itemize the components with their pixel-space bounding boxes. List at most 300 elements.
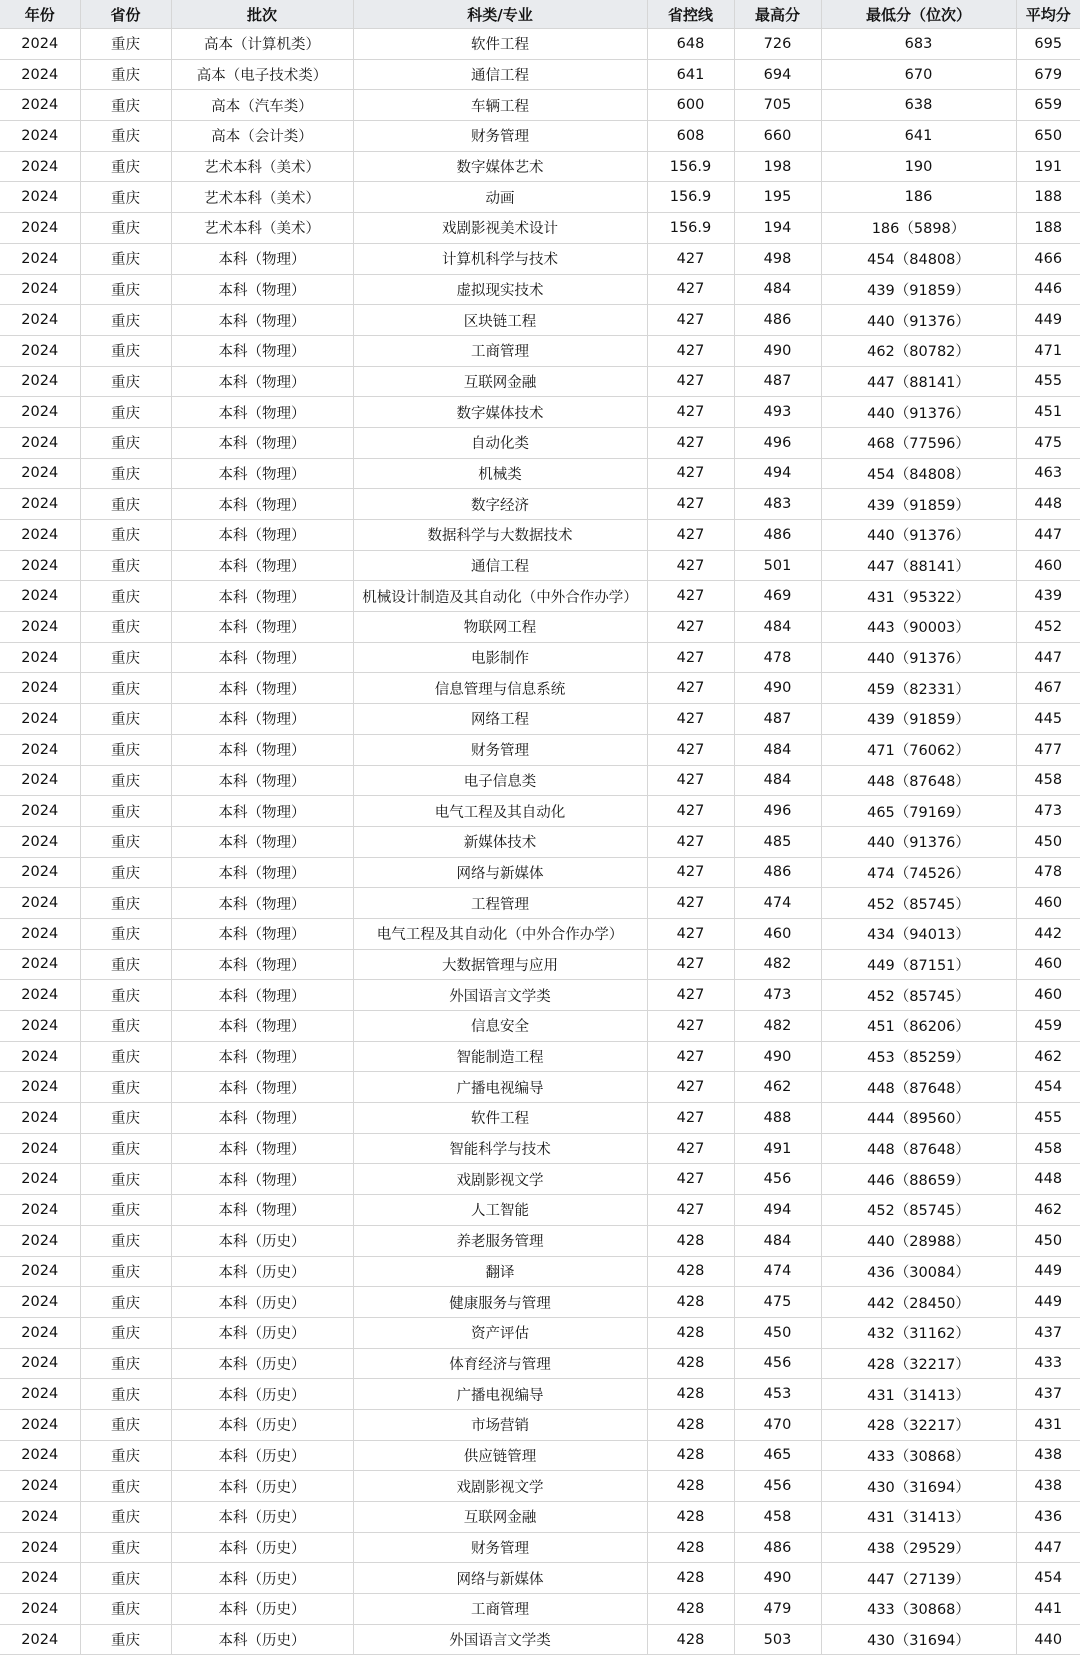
batch-cell: 本科（物理）: [171, 888, 353, 919]
major-cell: 计算机科学与技术: [353, 243, 647, 274]
table-row: [0, 1011, 1080, 1042]
avg-score-cell: 446: [1016, 274, 1080, 305]
batch-cell: 本科（物理）: [171, 274, 353, 305]
control-line-cell: 427: [647, 888, 734, 919]
batch-cell: 本科（物理）: [171, 1103, 353, 1134]
max-score-cell: 475: [734, 1287, 821, 1318]
table-row: [0, 918, 1080, 949]
control-line-cell: 427: [647, 335, 734, 366]
control-line-cell: 427: [647, 274, 734, 305]
province-cell: 重庆: [80, 243, 171, 274]
batch-cell: 高本（会计类）: [171, 121, 353, 152]
batch-cell: 本科（历史）: [171, 1502, 353, 1533]
year-cell: 2024: [0, 918, 80, 949]
avg-score-cell: 455: [1016, 366, 1080, 397]
avg-score-cell: 450: [1016, 1225, 1080, 1256]
year-cell: 2024: [0, 888, 80, 919]
min-score-rank-cell: 440（91376）: [821, 826, 1016, 857]
year-cell: 2024: [0, 704, 80, 735]
batch-cell: 本科（物理）: [171, 458, 353, 489]
major-cell: 外国语言文学类: [353, 1624, 647, 1655]
year-cell: 2024: [0, 1348, 80, 1379]
batch-cell: 本科（物理）: [171, 704, 353, 735]
control-line-cell: 428: [647, 1440, 734, 1471]
major-cell: 市场营销: [353, 1409, 647, 1440]
major-cell: 数字经济: [353, 489, 647, 520]
avg-score-cell: 437: [1016, 1379, 1080, 1410]
major-cell: 网络与新媒体: [353, 1563, 647, 1594]
control-line-cell: 427: [647, 1072, 734, 1103]
avg-score-cell: 462: [1016, 1041, 1080, 1072]
max-score-cell: 694: [734, 59, 821, 90]
avg-score-cell: 478: [1016, 857, 1080, 888]
province-cell: 重庆: [80, 151, 171, 182]
batch-cell: 本科（物理）: [171, 857, 353, 888]
max-score-cell: 496: [734, 796, 821, 827]
min-score-rank-cell: 439（91859）: [821, 704, 1016, 735]
table-row: [0, 121, 1080, 152]
max-score-cell: 465: [734, 1440, 821, 1471]
table-row: [0, 734, 1080, 765]
year-cell: 2024: [0, 213, 80, 244]
major-cell: 信息安全: [353, 1011, 647, 1042]
control-line-cell: 427: [647, 305, 734, 336]
year-cell: 2024: [0, 1225, 80, 1256]
max-score-cell: 469: [734, 581, 821, 612]
max-score-cell: 705: [734, 90, 821, 121]
batch-cell: 本科（物理）: [171, 520, 353, 551]
max-score-cell: 484: [734, 734, 821, 765]
avg-score-cell: 455: [1016, 1103, 1080, 1134]
min-score-rank-cell: 436（30084）: [821, 1256, 1016, 1287]
year-cell: 2024: [0, 1563, 80, 1594]
year-cell: 2024: [0, 1502, 80, 1533]
control-line-cell: 427: [647, 642, 734, 673]
min-score-rank-cell: 434（94013）: [821, 918, 1016, 949]
max-score-cell: 479: [734, 1594, 821, 1625]
control-line-cell: 428: [647, 1256, 734, 1287]
year-cell: 2024: [0, 458, 80, 489]
table-row: [0, 397, 1080, 428]
col-batch-header: 批次: [171, 0, 353, 29]
batch-cell: 本科（物理）: [171, 397, 353, 428]
table-row: [0, 427, 1080, 458]
col-avg-score-header: 平均分: [1016, 0, 1080, 29]
min-score-rank-cell: 190: [821, 151, 1016, 182]
batch-cell: 本科（历史）: [171, 1287, 353, 1318]
batch-cell: 本科（物理）: [171, 1072, 353, 1103]
table-row: [0, 1103, 1080, 1134]
year-cell: 2024: [0, 642, 80, 673]
avg-score-cell: 447: [1016, 520, 1080, 551]
year-cell: 2024: [0, 366, 80, 397]
min-score-rank-cell: 452（85745）: [821, 1195, 1016, 1226]
table-row: [0, 673, 1080, 704]
province-cell: 重庆: [80, 59, 171, 90]
year-cell: 2024: [0, 151, 80, 182]
min-score-rank-cell: 430（31694）: [821, 1624, 1016, 1655]
min-score-rank-cell: 638: [821, 90, 1016, 121]
avg-score-cell: 431: [1016, 1409, 1080, 1440]
year-cell: 2024: [0, 305, 80, 336]
max-score-cell: 484: [734, 612, 821, 643]
min-score-rank-cell: 451（86206）: [821, 1011, 1016, 1042]
batch-cell: 艺术本科（美术）: [171, 182, 353, 213]
control-line-cell: 427: [647, 550, 734, 581]
year-cell: 2024: [0, 90, 80, 121]
max-score-cell: 486: [734, 520, 821, 551]
table-row: [0, 888, 1080, 919]
batch-cell: 本科（物理）: [171, 243, 353, 274]
year-cell: 2024: [0, 1471, 80, 1502]
avg-score-cell: 450: [1016, 826, 1080, 857]
table-row: [0, 1594, 1080, 1625]
min-score-rank-cell: 433（30868）: [821, 1440, 1016, 1471]
year-cell: 2024: [0, 427, 80, 458]
province-cell: 重庆: [80, 1103, 171, 1134]
control-line-cell: 427: [647, 1011, 734, 1042]
year-cell: 2024: [0, 734, 80, 765]
province-cell: 重庆: [80, 1502, 171, 1533]
control-line-cell: 428: [647, 1594, 734, 1625]
avg-score-cell: 441: [1016, 1594, 1080, 1625]
batch-cell: 本科（物理）: [171, 581, 353, 612]
batch-cell: 本科（物理）: [171, 980, 353, 1011]
max-score-cell: 493: [734, 397, 821, 428]
table-row: [0, 980, 1080, 1011]
table-row: [0, 520, 1080, 551]
table-row: [0, 1471, 1080, 1502]
major-cell: 健康服务与管理: [353, 1287, 647, 1318]
max-score-cell: 198: [734, 151, 821, 182]
control-line-cell: 428: [647, 1409, 734, 1440]
avg-score-cell: 447: [1016, 1532, 1080, 1563]
year-cell: 2024: [0, 397, 80, 428]
major-cell: 智能科学与技术: [353, 1133, 647, 1164]
min-score-rank-cell: 431（31413）: [821, 1379, 1016, 1410]
province-cell: 重庆: [80, 550, 171, 581]
province-cell: 重庆: [80, 520, 171, 551]
min-score-rank-cell: 440（91376）: [821, 642, 1016, 673]
major-cell: 财务管理: [353, 121, 647, 152]
control-line-cell: 427: [647, 243, 734, 274]
max-score-cell: 195: [734, 182, 821, 213]
year-cell: 2024: [0, 274, 80, 305]
max-score-cell: 453: [734, 1379, 821, 1410]
major-cell: 网络与新媒体: [353, 857, 647, 888]
major-cell: 大数据管理与应用: [353, 949, 647, 980]
control-line-cell: 427: [647, 1195, 734, 1226]
year-cell: 2024: [0, 1409, 80, 1440]
province-cell: 重庆: [80, 826, 171, 857]
min-score-rank-cell: 447（27139）: [821, 1563, 1016, 1594]
max-score-cell: 486: [734, 857, 821, 888]
major-cell: 数据科学与大数据技术: [353, 520, 647, 551]
min-score-rank-cell: 448（87648）: [821, 1072, 1016, 1103]
avg-score-cell: 188: [1016, 182, 1080, 213]
year-cell: 2024: [0, 1594, 80, 1625]
table-row: [0, 1225, 1080, 1256]
control-line-cell: 428: [647, 1563, 734, 1594]
min-score-rank-cell: 446（88659）: [821, 1164, 1016, 1195]
province-cell: 重庆: [80, 1624, 171, 1655]
table-row: [0, 335, 1080, 366]
min-score-rank-cell: 468（77596）: [821, 427, 1016, 458]
province-cell: 重庆: [80, 489, 171, 520]
max-score-cell: 487: [734, 704, 821, 735]
max-score-cell: 194: [734, 213, 821, 244]
year-cell: 2024: [0, 857, 80, 888]
control-line-cell: 428: [647, 1471, 734, 1502]
control-line-cell: 427: [647, 765, 734, 796]
table-row: [0, 151, 1080, 182]
min-score-rank-cell: 471（76062）: [821, 734, 1016, 765]
year-cell: 2024: [0, 1164, 80, 1195]
min-score-rank-cell: 444（89560）: [821, 1103, 1016, 1134]
max-score-cell: 482: [734, 1011, 821, 1042]
table-row: [0, 581, 1080, 612]
province-cell: 重庆: [80, 704, 171, 735]
max-score-cell: 485: [734, 826, 821, 857]
max-score-cell: 484: [734, 274, 821, 305]
avg-score-cell: 477: [1016, 734, 1080, 765]
major-cell: 体育经济与管理: [353, 1348, 647, 1379]
major-cell: 数字媒体技术: [353, 397, 647, 428]
avg-score-cell: 467: [1016, 673, 1080, 704]
min-score-rank-cell: 439（91859）: [821, 274, 1016, 305]
batch-cell: 高本（电子技术类）: [171, 59, 353, 90]
province-cell: 重庆: [80, 980, 171, 1011]
control-line-cell: 427: [647, 673, 734, 704]
batch-cell: 本科（物理）: [171, 305, 353, 336]
avg-score-cell: 460: [1016, 949, 1080, 980]
col-control-line-header: 省控线: [647, 0, 734, 29]
max-score-cell: 486: [734, 1532, 821, 1563]
province-cell: 重庆: [80, 857, 171, 888]
batch-cell: 本科（历史）: [171, 1624, 353, 1655]
batch-cell: 艺术本科（美术）: [171, 213, 353, 244]
table-body: [0, 29, 1080, 1655]
min-score-rank-cell: 449（87151）: [821, 949, 1016, 980]
batch-cell: 本科（物理）: [171, 427, 353, 458]
max-score-cell: 474: [734, 888, 821, 919]
province-cell: 重庆: [80, 1133, 171, 1164]
province-cell: 重庆: [80, 1256, 171, 1287]
table-row: [0, 765, 1080, 796]
max-score-cell: 503: [734, 1624, 821, 1655]
avg-score-cell: 447: [1016, 642, 1080, 673]
major-cell: 车辆工程: [353, 90, 647, 121]
major-cell: 自动化类: [353, 427, 647, 458]
control-line-cell: 427: [647, 980, 734, 1011]
control-line-cell: 427: [647, 704, 734, 735]
year-cell: 2024: [0, 796, 80, 827]
min-score-rank-cell: 447（88141）: [821, 550, 1016, 581]
control-line-cell: 427: [647, 397, 734, 428]
control-line-cell: 427: [647, 796, 734, 827]
year-cell: 2024: [0, 1440, 80, 1471]
province-cell: 重庆: [80, 305, 171, 336]
min-score-rank-cell: 438（29529）: [821, 1532, 1016, 1563]
min-score-rank-cell: 454（84808）: [821, 458, 1016, 489]
year-cell: 2024: [0, 612, 80, 643]
province-cell: 重庆: [80, 612, 171, 643]
table-row: [0, 59, 1080, 90]
year-cell: 2024: [0, 1133, 80, 1164]
year-cell: 2024: [0, 59, 80, 90]
table-row: [0, 1195, 1080, 1226]
min-score-rank-cell: 447（88141）: [821, 366, 1016, 397]
min-score-rank-cell: 442（28450）: [821, 1287, 1016, 1318]
batch-cell: 高本（汽车类）: [171, 90, 353, 121]
major-cell: 互联网金融: [353, 366, 647, 397]
major-cell: 智能制造工程: [353, 1041, 647, 1072]
year-cell: 2024: [0, 826, 80, 857]
province-cell: 重庆: [80, 90, 171, 121]
min-score-rank-cell: 465（79169）: [821, 796, 1016, 827]
min-score-rank-cell: 459（82331）: [821, 673, 1016, 704]
max-score-cell: 490: [734, 673, 821, 704]
year-cell: 2024: [0, 1041, 80, 1072]
control-line-cell: 427: [647, 581, 734, 612]
avg-score-cell: 695: [1016, 29, 1080, 60]
year-cell: 2024: [0, 1195, 80, 1226]
table-row: [0, 796, 1080, 827]
year-cell: 2024: [0, 765, 80, 796]
avg-score-cell: 454: [1016, 1072, 1080, 1103]
province-cell: 重庆: [80, 1195, 171, 1226]
province-cell: 重庆: [80, 335, 171, 366]
min-score-rank-cell: 670: [821, 59, 1016, 90]
max-score-cell: 483: [734, 489, 821, 520]
province-cell: 重庆: [80, 734, 171, 765]
batch-cell: 本科（物理）: [171, 796, 353, 827]
avg-score-cell: 463: [1016, 458, 1080, 489]
max-score-cell: 498: [734, 243, 821, 274]
avg-score-cell: 473: [1016, 796, 1080, 827]
control-line-cell: 427: [647, 489, 734, 520]
year-cell: 2024: [0, 949, 80, 980]
avg-score-cell: 188: [1016, 213, 1080, 244]
avg-score-cell: 433: [1016, 1348, 1080, 1379]
province-cell: 重庆: [80, 1011, 171, 1042]
major-cell: 广播电视编导: [353, 1072, 647, 1103]
control-line-cell: 427: [647, 427, 734, 458]
max-score-cell: 470: [734, 1409, 821, 1440]
major-cell: 工程管理: [353, 888, 647, 919]
control-line-cell: 428: [647, 1317, 734, 1348]
table-row: [0, 1379, 1080, 1410]
year-cell: 2024: [0, 182, 80, 213]
avg-score-cell: 448: [1016, 1164, 1080, 1195]
min-score-rank-cell: 453（85259）: [821, 1041, 1016, 1072]
batch-cell: 本科（物理）: [171, 1164, 353, 1195]
avg-score-cell: 438: [1016, 1471, 1080, 1502]
control-line-cell: 427: [647, 612, 734, 643]
province-cell: 重庆: [80, 1164, 171, 1195]
year-cell: 2024: [0, 121, 80, 152]
min-score-rank-cell: 186（5898）: [821, 213, 1016, 244]
major-cell: 物联网工程: [353, 612, 647, 643]
batch-cell: 本科（历史）: [171, 1317, 353, 1348]
control-line-cell: 428: [647, 1379, 734, 1410]
min-score-rank-cell: 440（28988）: [821, 1225, 1016, 1256]
min-score-rank-cell: 439（91859）: [821, 489, 1016, 520]
table-row: [0, 366, 1080, 397]
max-score-cell: 490: [734, 1563, 821, 1594]
province-cell: 重庆: [80, 1041, 171, 1072]
batch-cell: 本科（物理）: [171, 642, 353, 673]
max-score-cell: 490: [734, 335, 821, 366]
major-cell: 区块链工程: [353, 305, 647, 336]
batch-cell: 本科（物理）: [171, 335, 353, 366]
table-row: [0, 1409, 1080, 1440]
min-score-rank-cell: 452（85745）: [821, 888, 1016, 919]
batch-cell: 本科（物理）: [171, 734, 353, 765]
batch-cell: 本科（历史）: [171, 1563, 353, 1594]
province-cell: 重庆: [80, 366, 171, 397]
major-cell: 财务管理: [353, 734, 647, 765]
control-line-cell: 427: [647, 1164, 734, 1195]
avg-score-cell: 438: [1016, 1440, 1080, 1471]
max-score-cell: 473: [734, 980, 821, 1011]
min-score-rank-cell: 443（90003）: [821, 612, 1016, 643]
province-cell: 重庆: [80, 1225, 171, 1256]
control-line-cell: 427: [647, 458, 734, 489]
major-cell: 翻译: [353, 1256, 647, 1287]
major-cell: 广播电视编导: [353, 1379, 647, 1410]
major-cell: 软件工程: [353, 1103, 647, 1134]
control-line-cell: 608: [647, 121, 734, 152]
control-line-cell: 428: [647, 1225, 734, 1256]
province-cell: 重庆: [80, 1317, 171, 1348]
table-row: [0, 182, 1080, 213]
table-row: [0, 1348, 1080, 1379]
province-cell: 重庆: [80, 121, 171, 152]
year-cell: 2024: [0, 1317, 80, 1348]
table-row: [0, 90, 1080, 121]
avg-score-cell: 458: [1016, 765, 1080, 796]
table-row: [0, 29, 1080, 60]
batch-cell: 艺术本科（美术）: [171, 151, 353, 182]
avg-score-cell: 679: [1016, 59, 1080, 90]
batch-cell: 本科（历史）: [171, 1594, 353, 1625]
batch-cell: 本科（物理）: [171, 673, 353, 704]
province-cell: 重庆: [80, 458, 171, 489]
province-cell: 重庆: [80, 182, 171, 213]
max-score-cell: 456: [734, 1348, 821, 1379]
year-cell: 2024: [0, 29, 80, 60]
table-row: [0, 243, 1080, 274]
min-score-rank-cell: 452（85745）: [821, 980, 1016, 1011]
avg-score-cell: 436: [1016, 1502, 1080, 1533]
max-score-cell: 488: [734, 1103, 821, 1134]
min-score-rank-cell: 440（91376）: [821, 397, 1016, 428]
control-line-cell: 600: [647, 90, 734, 121]
table-row: [0, 1287, 1080, 1318]
control-line-cell: 427: [647, 826, 734, 857]
year-cell: 2024: [0, 673, 80, 704]
batch-cell: 本科（物理）: [171, 612, 353, 643]
control-line-cell: 427: [647, 918, 734, 949]
max-score-cell: 487: [734, 366, 821, 397]
year-cell: 2024: [0, 1011, 80, 1042]
province-cell: 重庆: [80, 1532, 171, 1563]
province-cell: 重庆: [80, 1072, 171, 1103]
table-row: [0, 642, 1080, 673]
major-cell: 戏剧影视文学: [353, 1164, 647, 1195]
control-line-cell: 428: [647, 1624, 734, 1655]
